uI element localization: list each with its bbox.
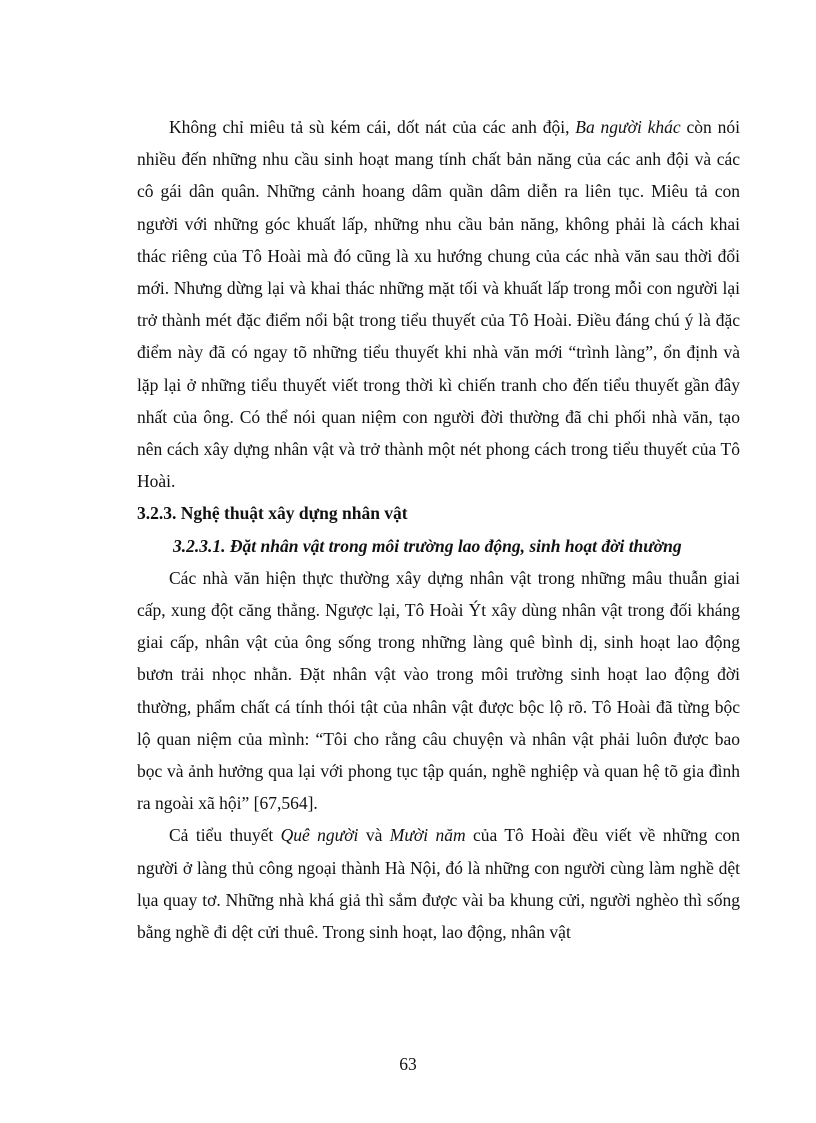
paragraph-2: Các nhà văn hiện thực thường xây dựng nhân vật trong những mâu thuẫn giai cấp, xung đột căng thẳng. Ngược lại, Tô Hoài Ýt xây dùng nhân vật trong đối kháng giai cấp, nhân vật của ông sống trong những làng quê bình dị, sinh hoạt lao động bươn trải nhọc nhằn. Đặt nhân vật vào trong môi trường sinh hoạt lao động đời thường, phẩm chất cá tính thói tật của nhân vật được bộc lộ rõ. Tô Hoài đã từng bộc lộ quan niệm của mình: “Tôi cho rằng câu chuyện và nhân vật phải luôn được bao bọc và ảnh hưởng qua lại với phong tục tập quán, nghề nghiệp và quan hệ tõ gia đình ra ngoài xã hội” [67,564]. [137,567,740,814]
book-title-que-nguoi: Quê người [280,825,359,846]
book-title-muoi-nam: Mười năm [389,825,466,846]
page-number: 63 [399,1054,417,1074]
book-title-ba-nguoi-khac: Ba người khác [575,117,681,137]
paragraph-3-text-a: Cả tiểu thuyết [169,825,281,846]
paragraph-1 [137,111,740,497]
paragraph-3-text-b: và [358,825,390,846]
subsection-heading: 3.2.3.1. Đặt nhân vật trong môi trường lao động, sinh hoạt đời thường [173,535,682,556]
paragraph-1-text-a: Không chỉ miêu tả sù kém cái, dốt nát của các anh đội, [169,117,576,137]
section-heading: 3.2.3. Nghệ thuật xây dựng nhân vật [137,503,408,524]
paragraph-1-text-b: còn nói nhiều đến những nhu cầu sinh hoạt mang tính chất bản năng của các anh đội và các cô gái dân quân. Những cảnh hoang dâm quần dâm diễn ra liên tục. Miêu tả con người với những góc khuất lấp, những nhu cầu bản năng, không phải là cách khai thác riêng của Tô Hoài mà đó cũng là xu hướng chung của các nhà văn sau thời đổi mới. Nhưng dừng lại và khai thác những mặt tối và khuất lấp trong mỗi con người lại trở thành mét đặc điểm nổi bật trong tiểu thuyết của Tô Hoài. Điều đáng chú ý là đặc điểm này đã có ngay tõ những tiểu thuyết khi nhà văn mới “trình làng”, ổn định và lặp lại ở những tiểu thuyết viết trong thời kì chiến tranh cho đến tiểu thuyết gần đây nhất của ông. Có thể nói quan niệm con người đời thường đã chi phối nhà văn, tạo nên cách xây dựng nhân vật và trở thành một nét phong cách trong tiểu thuyết của Tô Hoài. [137,117,740,492]
document-body [137,111,740,948]
paragraph-3-text-c: của Tô Hoài đều viết về những con người ở làng thủ công ngoại thành Hà Nội, đó là những con người cùng làm nghề dệt lụa quay tơ. Những nhà khá giả thì sắm được vài ba khung cửi, người nghèo thì sống bằng nghề đi dệt cửi thuê. Trong sinh hoạt, lao động, nhân vật [137,825,740,943]
paragraph-3 [137,819,740,948]
